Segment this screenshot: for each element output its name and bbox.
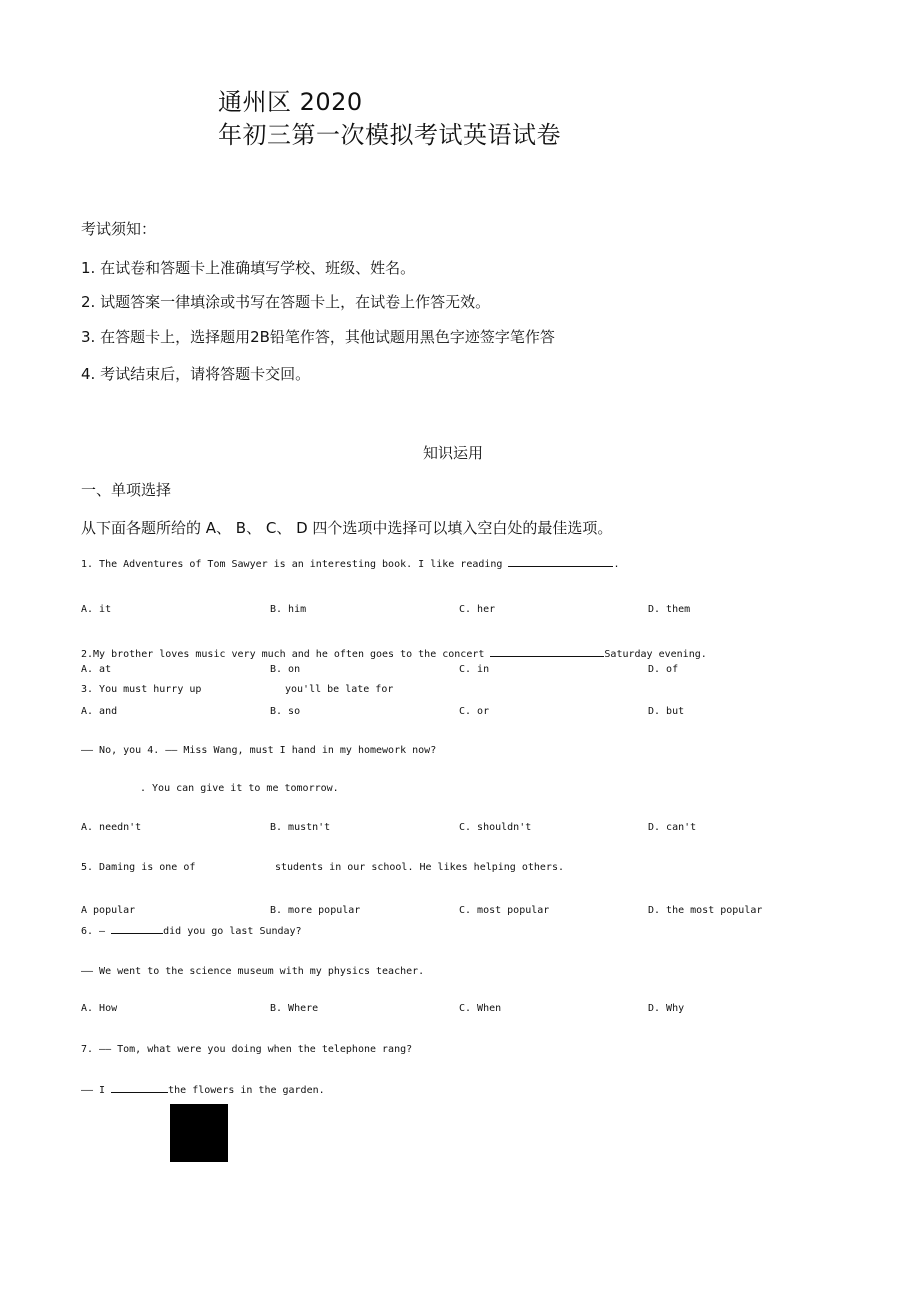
section-title: 知识运用: [423, 444, 484, 462]
option-b: B. him: [270, 604, 307, 615]
question-6-reply: —— We went to the science museum with my physics teacher.: [81, 966, 425, 977]
redaction-block: [170, 1104, 228, 1162]
part-heading: 一、单项选择: [81, 481, 172, 499]
question-6: [81, 926, 302, 937]
instructions-heading: 考试须知：: [81, 220, 157, 238]
question-text: —— I: [81, 1085, 112, 1096]
option-d: D. the most popular: [648, 905, 763, 916]
question-4-line-1: —— No, you 4. —— Miss Wang, must I hand in my homework now?: [81, 745, 437, 756]
question-3-text: 3. You must hurry up: [81, 684, 202, 695]
option-a: A. and: [81, 706, 118, 717]
option-d: D. but: [648, 706, 685, 717]
option-a: A. it: [81, 604, 112, 615]
instruction-item: 3. 在答题卡上，选择题用2B铅笔作答，其他试题用黑色字迹签字笔作答: [81, 328, 555, 346]
option-d: D. of: [648, 664, 679, 675]
option-b: B. on: [270, 664, 301, 675]
option-b: B. so: [270, 706, 301, 717]
option-d: D. can't: [648, 822, 697, 833]
option-a: A. needn't: [81, 822, 142, 833]
option-c: C. her: [459, 604, 496, 615]
question-5-text: 5. Daming is one of: [81, 862, 196, 873]
option-c: C. most popular: [459, 905, 550, 916]
answer-blank: [508, 566, 613, 567]
option-c: C. shouldn't: [459, 822, 532, 833]
question-text: Saturday evening.: [604, 649, 707, 660]
instruction-item: 1. 在试卷和答题卡上准确填写学校、班级、姓名。: [81, 259, 416, 277]
instruction-item: 4. 考试结束后，请将答题卡交回。: [81, 365, 311, 383]
option-b: B. more popular: [270, 905, 361, 916]
question-3-text-cont: you'll be late for: [285, 684, 394, 695]
option-a: A. at: [81, 664, 112, 675]
option-a: A popular: [81, 905, 136, 916]
question-text: 2.My brother loves music very much and he often goes to the concert: [81, 649, 491, 660]
question-text: the flowers in the garden.: [168, 1085, 325, 1096]
option-c: C. in: [459, 664, 490, 675]
answer-blank: [490, 656, 604, 657]
question-4-line-2: . You can give it to me tomorrow.: [140, 783, 339, 794]
instruction-item: 2. 试题答案一律填涂或书写在答题卡上，在试卷上作答无效。: [81, 293, 491, 311]
answer-blank: [111, 1092, 168, 1093]
title-line-1: 通州区 2020: [218, 88, 363, 116]
option-b: B. Where: [270, 1003, 319, 1014]
option-d: D. them: [648, 604, 691, 615]
question-text: 1. The Adventures of Tom Sawyer is an interesting book. I like reading: [81, 559, 509, 570]
question-7-line-2: [81, 1085, 325, 1096]
option-d: D. Why: [648, 1003, 685, 1014]
answer-blank: [111, 933, 163, 934]
option-b: B. mustn't: [270, 822, 331, 833]
question-7-line-1: 7. —— Tom, what were you doing when the telephone rang?: [81, 1044, 413, 1055]
question-2: [81, 649, 707, 660]
option-a: A. How: [81, 1003, 118, 1014]
question-1: [81, 559, 620, 570]
option-c: C. When: [459, 1003, 502, 1014]
title-line-2: 年初三第一次模拟考试英语试卷: [218, 121, 561, 149]
question-text: .: [613, 559, 620, 570]
question-text: did you go last Sunday?: [163, 926, 302, 937]
question-text: 6. —: [81, 926, 112, 937]
directions: 从下面各题所给的 A、 B、 C、 D 四个选项中选择可以填入空白处的最佳选项。: [81, 519, 613, 537]
option-c: C. or: [459, 706, 490, 717]
question-5-text-cont: students in our school. He likes helping others.: [275, 862, 564, 873]
